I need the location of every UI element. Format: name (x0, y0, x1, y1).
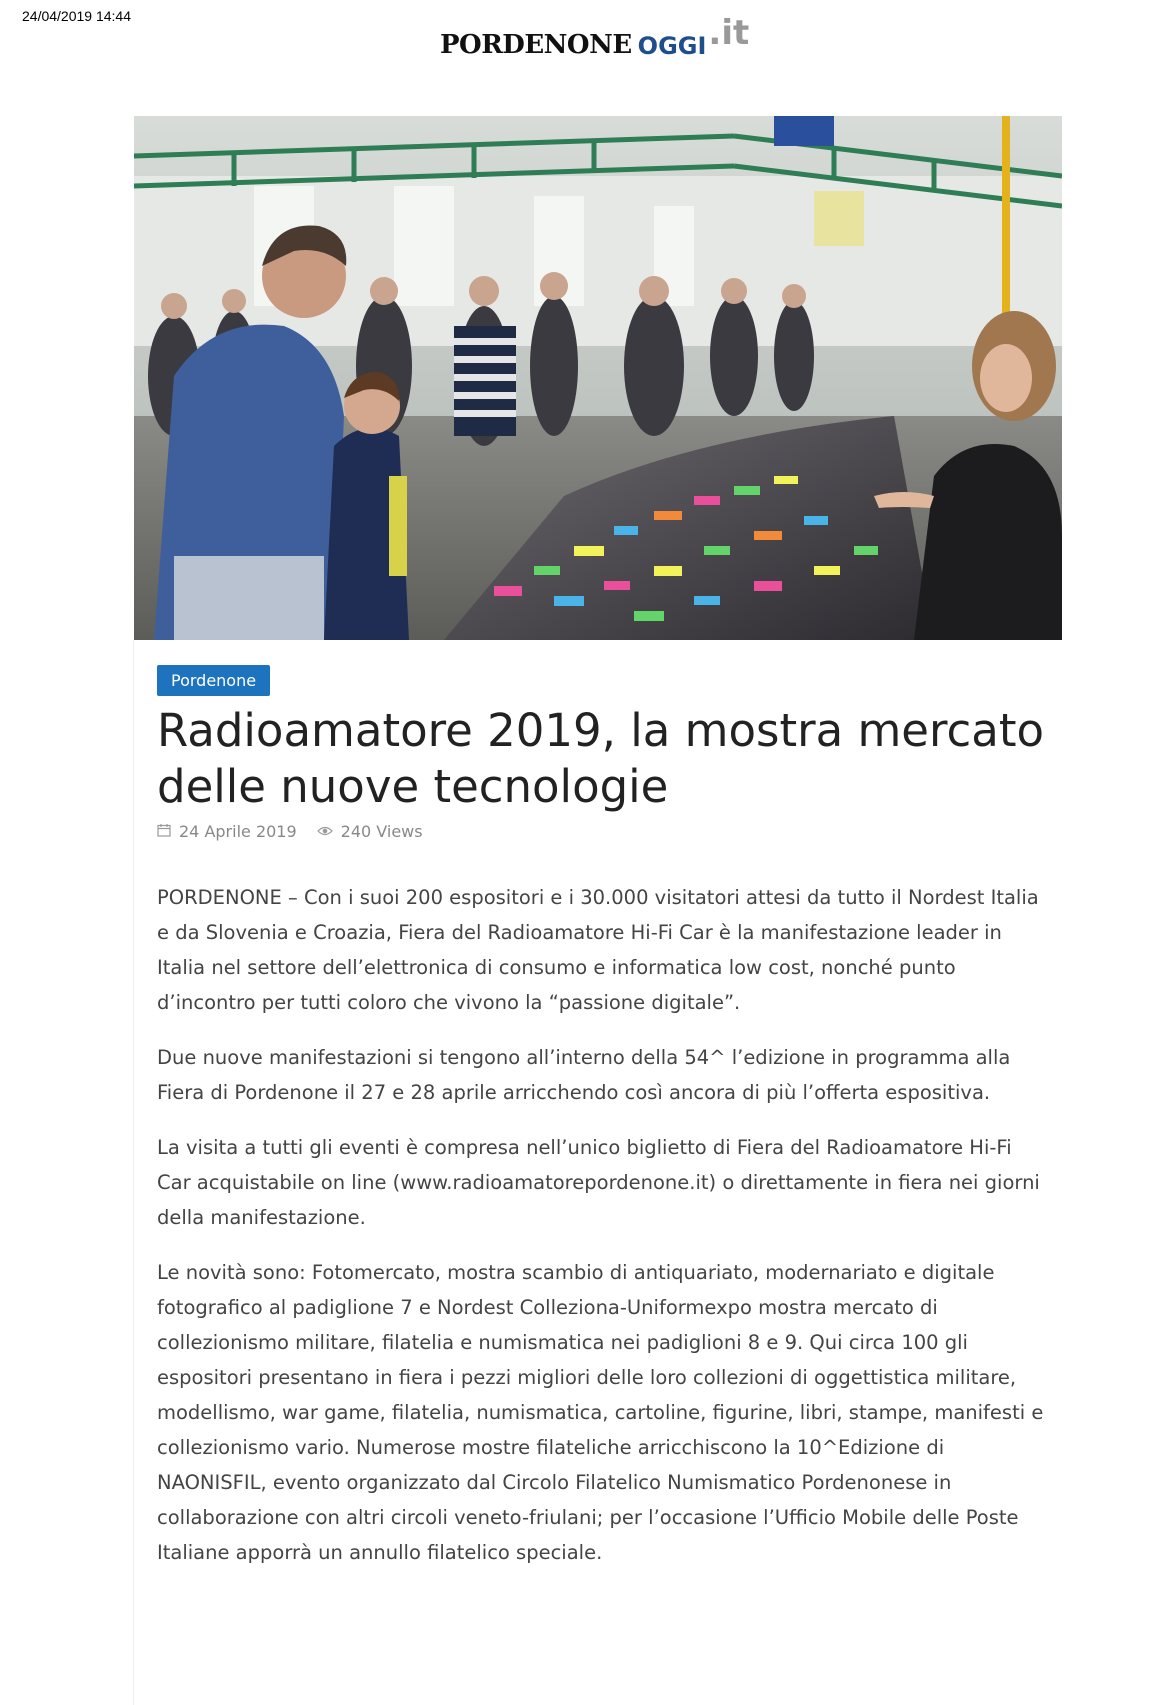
article-paragraph: La visita a tutti gli eventi è compresa nell’unico biglietto di Fiera del Radioamatore Hi-Fi Car acquistabile on line (www.radioamatorepordenone.it) o direttamente in fiera nei giorni della manifestazione. (157, 1136, 1040, 1229)
hero-image (134, 116, 1062, 640)
article-body (157, 880, 1047, 1590)
article-meta (157, 822, 443, 841)
post-date-text: 24 Aprile 2019 (179, 822, 297, 841)
article-paragraph: PORDENONE – Con i suoi 200 espositori e i 30.000 visitatori attesi da tutto il Nordest Italia e da Slovenia e Croazia, Fiera del Radioamatore Hi-Fi Car è la manifestazione leader in Italia nel settore dell’elettronica di consumo e informatica low cost, nonché punto d’incontro per tutti coloro che vivono la “passione digitale”. (157, 886, 1039, 1014)
post-views (317, 822, 423, 841)
calendar-icon (157, 822, 171, 841)
site-logo[interactable] (440, 8, 749, 58)
photo-exhibition-hall-icon (134, 116, 1062, 640)
post-views-text: 240 Views (340, 822, 423, 841)
logo-text-pordenone: PORDENONE (440, 30, 632, 60)
article-paragraph: Le novità sono: Fotomercato, mostra scambio di antiquariato, modernariato e digitale fotografico al padiglione 7 e Nordest Colleziona-Uniformexpo mostra mercato di collezionismo militare, filatelia e numismatica nei padiglioni 8 e 9. Qui circa 100 gli espositori presentano in fiera i pezzi migliori delle loro collezioni di oggettistica militare, modellismo, war game, filatelia, numismatica, cartoline, figurine, libri, stampe, manifesti e collezionismo vario. Numerose mostre filateliche arricchiscono la 10^Edizione di NAONISFIL, evento organizzato dal Circolo Filatelico Numismatico Pordenonese in collaborazione con altri circoli veneto-friulani; per l’occasione l’Ufficio Mobile delle Poste Italiane apporrà un annullo filatelico speciale. (157, 1261, 1044, 1564)
article-side-rule (133, 640, 134, 1705)
article-paragraph: Due nuove manifestazioni si tengono all’interno della 54^ l’edizione in programma alla Fiera di Pordenone il 27 e 28 aprile arricchendo così ancora di più l’offerta espositiva. (157, 1046, 1011, 1104)
print-timestamp: 24/04/2019 14:44 (22, 8, 131, 24)
category-badge[interactable]: Pordenone (157, 665, 270, 696)
eye-icon (317, 822, 333, 841)
logo-text-it: .it (708, 13, 750, 53)
article-title: Radioamatore 2019, la mostra mercato delle nuove tecnologie (157, 704, 1044, 813)
logo-text-oggi: OGGI (637, 32, 707, 60)
post-date[interactable] (157, 822, 297, 841)
